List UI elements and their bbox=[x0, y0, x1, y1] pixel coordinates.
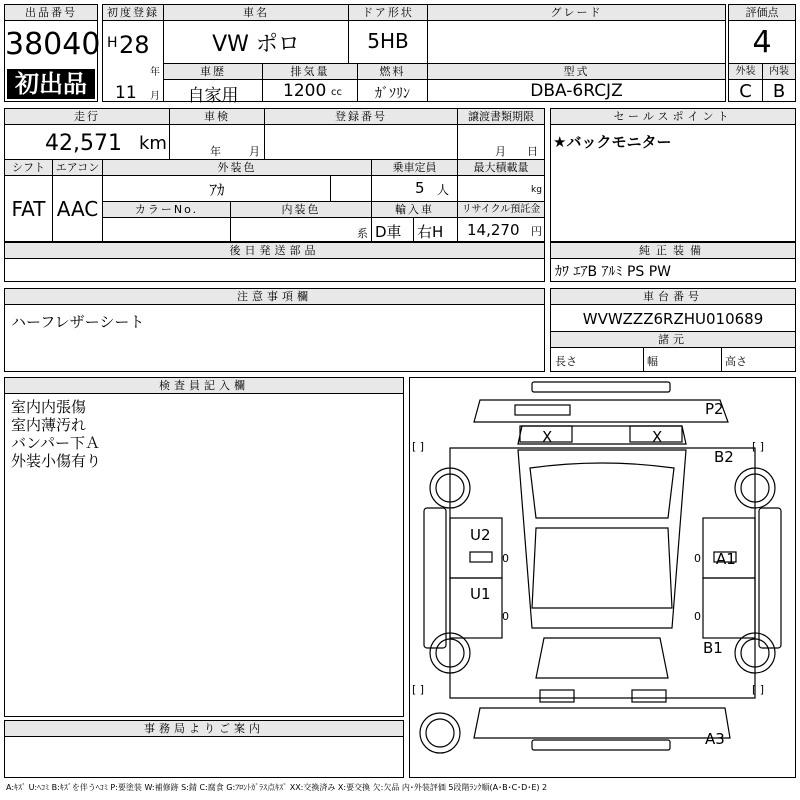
inspector-line: バンパー下Ａ bbox=[11, 434, 100, 452]
inspection-month-unit: 月 bbox=[249, 145, 260, 158]
car-name-label: 車名 bbox=[164, 5, 348, 21]
reg-no-label: 登録番号 bbox=[265, 109, 457, 125]
score-label: 評価点 bbox=[729, 5, 795, 21]
load-unit: kg bbox=[531, 185, 542, 195]
import-label: 輸入車 bbox=[372, 202, 457, 218]
lot-number-label: 出品番号 bbox=[5, 5, 97, 21]
displacement-label: 排気量 bbox=[263, 64, 357, 80]
inspector-line: 室内薄汚れ bbox=[11, 416, 87, 434]
shift-value: FAT bbox=[11, 197, 46, 221]
grade-label: グレード bbox=[428, 5, 725, 21]
import-h: 右H bbox=[417, 223, 444, 241]
car-name: VW ポロ bbox=[212, 32, 300, 57]
office-box bbox=[4, 720, 404, 778]
color-value: ｱｶ bbox=[209, 181, 225, 199]
interior-grade-label: 内装 bbox=[763, 64, 795, 80]
transfer-month-unit: 月 bbox=[495, 145, 506, 158]
score-value: 4 bbox=[752, 25, 772, 60]
displacement-unit: cc bbox=[331, 87, 342, 98]
color-label: 外装色 bbox=[103, 160, 371, 176]
ac-value: AAC bbox=[56, 197, 99, 221]
chassis-box bbox=[550, 288, 796, 372]
mark-a1: A1 bbox=[716, 550, 736, 568]
door-label: ドア形状 bbox=[349, 5, 427, 21]
mark-b2: B2 bbox=[714, 448, 734, 466]
first-reg-label: 初度登録 bbox=[103, 5, 163, 21]
notes-text: ハーフレザーシート bbox=[11, 313, 145, 331]
door-type: 5HB bbox=[367, 29, 409, 53]
sales-points-label: セールスポイント bbox=[551, 109, 795, 125]
capacity-unit: 人 bbox=[437, 183, 450, 197]
transfer-day-unit: 日 bbox=[527, 145, 538, 158]
reg-month-unit: 月 bbox=[150, 91, 160, 102]
notes-label: 注意事項欄 bbox=[5, 289, 544, 305]
chassis-number: WVWZZZ6RZHU010689 bbox=[582, 310, 764, 328]
office-label: 事務局よりご案内 bbox=[5, 721, 403, 737]
mark-x: X bbox=[542, 428, 553, 446]
notes-box bbox=[4, 288, 545, 372]
model-label: 型式 bbox=[428, 64, 725, 80]
legend: A:ｷｽﾞ U:ﾍｺﾐ B:ｷｽﾞを伴うﾍｺﾐ P:要塗装 W:補修跡 S:錆 C:腐食 G:ﾌﾛﾝﾄｶﾞﾗｽ点ｷｽﾞ XX:交換済み X:要交換 欠:欠品 内･外装評価 5段階ﾗﾝｸ順(A･B･C･D･E) 2 bbox=[6, 783, 548, 792]
inspection-year-unit: 年 bbox=[210, 145, 221, 158]
era: H bbox=[107, 35, 118, 51]
reg-year-unit: 年 bbox=[150, 67, 160, 78]
exterior-grade: C bbox=[739, 81, 752, 102]
zero-mark: 0 bbox=[502, 610, 509, 623]
exterior-grade-label: 外装 bbox=[729, 64, 762, 80]
car-diagram bbox=[410, 378, 795, 777]
inspection-label: 車検 bbox=[170, 109, 264, 125]
first-listing-badge: 初出品 bbox=[7, 69, 95, 99]
shift-label: シフト bbox=[5, 160, 52, 176]
interior-color-label: 内装色 bbox=[231, 202, 371, 218]
equipment-label: 純正装備 bbox=[551, 243, 795, 259]
capacity-value: 5 bbox=[415, 179, 425, 197]
mileage-unit: km bbox=[139, 133, 167, 154]
interior-color-suffix: 系 bbox=[357, 227, 368, 240]
inspector-label: 検査員記入欄 bbox=[5, 378, 403, 394]
inspector-line: 外装小傷有り bbox=[11, 452, 102, 470]
details-box bbox=[4, 108, 545, 242]
model-value: DBA-6RCJZ bbox=[530, 81, 623, 101]
bracket-mark: [ ] bbox=[752, 440, 765, 453]
mileage-value: 42,571 bbox=[45, 131, 122, 156]
width-label: 幅 bbox=[647, 355, 658, 368]
mark-a3: A3 bbox=[705, 730, 725, 748]
capacity-label: 乗車定員 bbox=[372, 160, 457, 176]
recycle-unit: 円 bbox=[531, 225, 542, 238]
zero-mark: 0 bbox=[694, 552, 701, 565]
reg-year: 28 bbox=[119, 31, 150, 59]
mark-u2: U2 bbox=[470, 526, 491, 544]
equipment-text: ｶﾜ ｴｱB ｱﾙﾐ PS PW bbox=[555, 264, 672, 280]
vehicle-header-box bbox=[102, 4, 726, 106]
fuel-value: ｶﾞｿﾘﾝ bbox=[375, 86, 410, 102]
mark-b1: B1 bbox=[703, 639, 723, 657]
bracket-mark: [ ] bbox=[412, 683, 425, 696]
equipment-box bbox=[550, 242, 796, 282]
displacement-value: 1200 bbox=[283, 81, 327, 101]
recycle-value: 14,270 bbox=[467, 221, 520, 239]
bracket-mark: [ ] bbox=[752, 683, 765, 696]
lot-number-box bbox=[4, 4, 101, 102]
later-parts-label: 後日発送部品 bbox=[5, 243, 544, 259]
load-label: 最大積載量 bbox=[458, 160, 544, 176]
inspector-box bbox=[4, 377, 404, 717]
zero-mark: 0 bbox=[694, 610, 701, 623]
later-parts-box bbox=[4, 242, 545, 282]
recycle-label: リサイクル預託金 bbox=[458, 202, 544, 218]
inspector-line: 室内内張傷 bbox=[11, 398, 87, 416]
reg-month: 11 bbox=[115, 83, 137, 103]
color-no-label: カラーNo. bbox=[103, 202, 230, 218]
height-label: 高さ bbox=[725, 355, 747, 368]
history-label: 車歴 bbox=[164, 64, 262, 80]
fuel-label: 燃料 bbox=[358, 64, 427, 80]
damage-map-box bbox=[409, 377, 796, 778]
bracket-mark: [ ] bbox=[412, 440, 425, 453]
import-d: D車 bbox=[375, 223, 402, 241]
sales-points-text: ★バックモニター bbox=[553, 133, 672, 151]
history-value: 自家用 bbox=[187, 86, 239, 106]
length-label: 長さ bbox=[555, 355, 577, 368]
score-box bbox=[728, 4, 796, 102]
mark-x: X bbox=[652, 428, 663, 446]
mark-u1: U1 bbox=[470, 585, 491, 603]
lot-number: 38040 bbox=[5, 27, 101, 62]
interior-grade: B bbox=[772, 81, 786, 102]
ac-label: エアコン bbox=[53, 160, 102, 176]
sales-points-box bbox=[550, 108, 796, 242]
mileage-label: 走行 bbox=[5, 109, 169, 125]
dims-label: 諸元 bbox=[551, 331, 795, 348]
chassis-label: 車台番号 bbox=[551, 289, 795, 305]
mark-p2: P2 bbox=[705, 400, 724, 418]
transfer-label: 譲渡書類期限 bbox=[458, 109, 544, 125]
zero-mark: 0 bbox=[502, 552, 509, 565]
